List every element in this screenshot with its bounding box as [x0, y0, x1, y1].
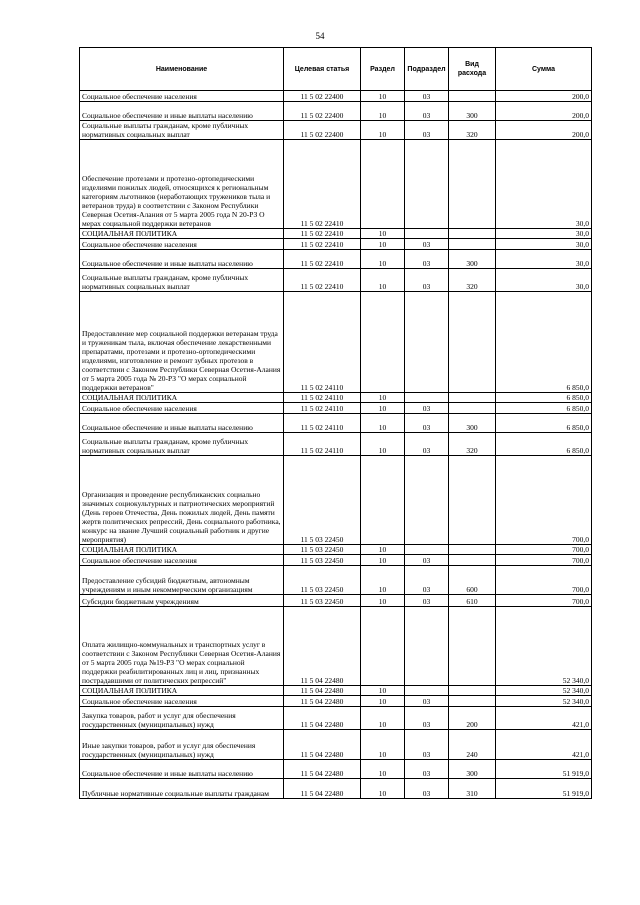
row-subsection: 03	[405, 414, 449, 433]
row-expense-type	[449, 403, 496, 414]
row-name: Социальные выплаты гражданам, кроме публичных нормативных социальных выплат	[80, 433, 284, 456]
row-target-article: 11 5 02 22400	[284, 91, 361, 102]
row-name: Публичные нормативные социальные выплаты гражданам	[80, 779, 284, 799]
row-section	[361, 456, 405, 545]
table-row	[80, 403, 592, 414]
row-name: Социальное обеспечение населения	[80, 555, 284, 566]
row-sum: 200,0	[496, 102, 592, 121]
row-subsection: 03	[405, 555, 449, 566]
row-sum: 6 850,0	[496, 433, 592, 456]
row-target-article: 11 5 03 22450	[284, 555, 361, 566]
row-name: Социальное обеспечение и иные выплаты населению	[80, 414, 284, 433]
row-section: 10	[361, 707, 405, 730]
row-section: 10	[361, 393, 405, 403]
row-section: 10	[361, 403, 405, 414]
row-sum: 30,0	[496, 269, 592, 292]
row-section: 10	[361, 433, 405, 456]
row-subsection: 03	[405, 779, 449, 799]
row-target-article: 11 5 03 22450	[284, 456, 361, 545]
row-expense-type: 300	[449, 250, 496, 269]
table-row	[80, 250, 592, 269]
row-subsection	[405, 607, 449, 686]
header-section: Раздел	[361, 48, 405, 91]
row-subsection	[405, 140, 449, 229]
table-row	[80, 607, 592, 686]
row-name: СОЦИАЛЬНАЯ ПОЛИТИКА	[80, 545, 284, 555]
table-row	[80, 730, 592, 760]
row-subsection: 03	[405, 121, 449, 140]
row-expense-type	[449, 229, 496, 239]
header-sum: Сумма	[496, 48, 592, 91]
table-row	[80, 456, 592, 545]
row-sum: 200,0	[496, 121, 592, 140]
row-sum: 700,0	[496, 595, 592, 607]
row-name: Социальное обеспечение населения	[80, 696, 284, 707]
row-sum: 52 340,0	[496, 696, 592, 707]
row-expense-type: 320	[449, 121, 496, 140]
row-expense-type	[449, 686, 496, 696]
row-target-article: 11 5 03 22450	[284, 595, 361, 607]
row-name: Социальное обеспечение населения	[80, 91, 284, 102]
row-section: 10	[361, 566, 405, 595]
table-row	[80, 707, 592, 730]
row-section	[361, 607, 405, 686]
row-subsection: 03	[405, 730, 449, 760]
row-target-article: 11 5 04 22480	[284, 696, 361, 707]
row-subsection: 03	[405, 91, 449, 102]
row-target-article: 11 5 02 22400	[284, 102, 361, 121]
row-sum: 700,0	[496, 566, 592, 595]
header-target-article: Целевая статья	[284, 48, 361, 91]
page-number: 54	[315, 31, 325, 41]
row-name: Субсидии бюджетным учреждениям	[80, 595, 284, 607]
row-name: Социальные выплаты гражданам, кроме публичных нормативных социальных выплат	[80, 121, 284, 140]
row-section: 10	[361, 91, 405, 102]
row-target-article: 11 5 02 24110	[284, 433, 361, 456]
row-name: СОЦИАЛЬНАЯ ПОЛИТИКА	[80, 229, 284, 239]
row-expense-type: 200	[449, 707, 496, 730]
row-section: 10	[361, 730, 405, 760]
row-name: Предоставление мер социальной поддержки ветеранам труда и труженикам тыла, включая обеспечение лекарственными препаратами, протезами и протезно-ортопедическими изделиями, изготовление и ремонт зубных протезов в соответствии с Законом Республики Северная Осетия-Алания от 5 марта 2005 года № 20-РЗ "О мерах социальной поддержки ветеранов"	[80, 292, 284, 393]
row-sum: 200,0	[496, 91, 592, 102]
row-target-article: 11 5 02 24110	[284, 393, 361, 403]
row-name: Социальное обеспечение населения	[80, 403, 284, 414]
row-sum: 421,0	[496, 707, 592, 730]
row-expense-type	[449, 545, 496, 555]
row-name: Организация и проведение республиканских социально значимых социокультурных и патриотических мероприятий (День героев Отечества, День пожилых людей, День памяти жертв политических репрессий, День социального работника, конкурс на звание Лучший социальный работник и другие мероприятия)	[80, 456, 284, 545]
row-name: Социальные выплаты гражданам, кроме публичных нормативных социальных выплат	[80, 269, 284, 292]
row-subsection: 03	[405, 433, 449, 456]
table-row	[80, 686, 592, 696]
row-subsection	[405, 393, 449, 403]
row-sum: 6 850,0	[496, 393, 592, 403]
row-sum: 6 850,0	[496, 414, 592, 433]
row-sum: 700,0	[496, 545, 592, 555]
row-section: 10	[361, 686, 405, 696]
table-row	[80, 269, 592, 292]
row-sum: 52 340,0	[496, 686, 592, 696]
row-expense-type: 600	[449, 566, 496, 595]
row-expense-type: 300	[449, 414, 496, 433]
row-subsection: 03	[405, 696, 449, 707]
row-subsection: 03	[405, 760, 449, 779]
row-target-article: 11 5 03 22450	[284, 545, 361, 555]
row-sum: 30,0	[496, 250, 592, 269]
row-section: 10	[361, 414, 405, 433]
row-section: 10	[361, 779, 405, 799]
row-section: 10	[361, 595, 405, 607]
row-target-article: 11 5 02 22410	[284, 140, 361, 229]
table-row	[80, 292, 592, 393]
row-expense-type: 300	[449, 760, 496, 779]
row-section: 10	[361, 545, 405, 555]
row-expense-type: 320	[449, 269, 496, 292]
table-row	[80, 239, 592, 250]
row-name: Социальное обеспечение населения	[80, 239, 284, 250]
row-target-article: 11 5 04 22480	[284, 607, 361, 686]
row-expense-type: 310	[449, 779, 496, 799]
table-row	[80, 102, 592, 121]
row-expense-type	[449, 456, 496, 545]
table-row	[80, 433, 592, 456]
row-subsection: 03	[405, 250, 449, 269]
row-target-article: 11 5 02 22400	[284, 121, 361, 140]
row-name: Закупка товаров, работ и услуг для обеспечения государственных (муниципальных) нужд	[80, 707, 284, 730]
table-row	[80, 555, 592, 566]
row-expense-type	[449, 292, 496, 393]
table-row	[80, 121, 592, 140]
row-subsection: 03	[405, 102, 449, 121]
row-section: 10	[361, 239, 405, 250]
row-sum: 30,0	[496, 239, 592, 250]
row-target-article: 11 5 02 22410	[284, 229, 361, 239]
row-section: 10	[361, 760, 405, 779]
row-target-article: 11 5 02 22410	[284, 250, 361, 269]
row-name: Предоставление субсидий бюджетным, автономным учреждениям и иным некоммерческим организациям	[80, 566, 284, 595]
row-target-article: 11 5 03 22450	[284, 566, 361, 595]
table-header-row	[80, 48, 592, 91]
row-target-article: 11 5 04 22480	[284, 730, 361, 760]
row-subsection: 03	[405, 707, 449, 730]
row-target-article: 11 5 02 22410	[284, 269, 361, 292]
budget-table	[79, 47, 592, 799]
row-section: 10	[361, 229, 405, 239]
row-section: 10	[361, 696, 405, 707]
row-target-article: 11 5 04 22480	[284, 686, 361, 696]
row-subsection	[405, 545, 449, 555]
row-subsection: 03	[405, 403, 449, 414]
header-subsection: Подраздел	[405, 48, 449, 91]
row-subsection: 03	[405, 566, 449, 595]
table-row	[80, 414, 592, 433]
row-section: 10	[361, 102, 405, 121]
row-expense-type: 610	[449, 595, 496, 607]
table-row	[80, 91, 592, 102]
row-section: 10	[361, 269, 405, 292]
row-sum: 30,0	[496, 140, 592, 229]
row-target-article: 11 5 04 22480	[284, 707, 361, 730]
row-subsection	[405, 229, 449, 239]
row-sum: 421,0	[496, 730, 592, 760]
row-sum: 6 850,0	[496, 292, 592, 393]
row-subsection	[405, 456, 449, 545]
row-sum: 51 919,0	[496, 779, 592, 799]
row-section	[361, 292, 405, 393]
row-section: 10	[361, 121, 405, 140]
row-expense-type	[449, 393, 496, 403]
row-sum: 51 919,0	[496, 760, 592, 779]
row-name: СОЦИАЛЬНАЯ ПОЛИТИКА	[80, 393, 284, 403]
table-row	[80, 779, 592, 799]
row-subsection	[405, 686, 449, 696]
row-name: Социальное обеспечение и иные выплаты населению	[80, 760, 284, 779]
row-subsection	[405, 292, 449, 393]
row-subsection: 03	[405, 595, 449, 607]
table-row	[80, 760, 592, 779]
header-expense-type: Вид расхода	[449, 48, 496, 91]
row-expense-type	[449, 607, 496, 686]
row-target-article: 11 5 02 22410	[284, 239, 361, 250]
row-section	[361, 140, 405, 229]
row-target-article: 11 5 02 24110	[284, 292, 361, 393]
row-name: Иные закупки товаров, работ и услуг для обеспечения государственных (муниципальных) нужд	[80, 730, 284, 760]
row-name: Оплата жилищно-коммунальных и транспортных услуг в соответствии с Законом Республики Северная Осетия-Алания от 5 марта 2005 года №19-РЗ "О мерах социальной поддержки реабилитированных лиц и лиц, признанных пострадавшими от политических репрессий"	[80, 607, 284, 686]
row-name: Социальное обеспечение и иные выплаты населению	[80, 102, 284, 121]
row-expense-type: 240	[449, 730, 496, 760]
row-sum: 700,0	[496, 555, 592, 566]
row-subsection: 03	[405, 269, 449, 292]
row-expense-type	[449, 239, 496, 250]
row-target-article: 11 5 02 24110	[284, 403, 361, 414]
row-target-article: 11 5 04 22480	[284, 779, 361, 799]
row-subsection: 03	[405, 239, 449, 250]
table-row	[80, 140, 592, 229]
header-name: Наименование	[80, 48, 284, 91]
table-row	[80, 696, 592, 707]
row-target-article: 11 5 02 24110	[284, 414, 361, 433]
row-expense-type	[449, 91, 496, 102]
row-sum: 6 850,0	[496, 403, 592, 414]
row-name: Социальное обеспечение и иные выплаты населению	[80, 250, 284, 269]
table-row	[80, 229, 592, 239]
table-row	[80, 595, 592, 607]
table-row	[80, 393, 592, 403]
row-sum: 30,0	[496, 229, 592, 239]
table-body	[80, 91, 592, 799]
table-row	[80, 566, 592, 595]
row-expense-type: 300	[449, 102, 496, 121]
row-name: СОЦИАЛЬНАЯ ПОЛИТИКА	[80, 686, 284, 696]
row-target-article: 11 5 04 22480	[284, 760, 361, 779]
row-name: Обеспечение протезами и протезно-ортопедическими изделиями пожилых людей, относящихся к региональным категориям льготников (неработающих тружеников тыла и ветеранов труда) в соответствии с Законом Республики Северная Осетия-Алания от 5 марта 2005 года N 20-РЗ О мерах социальной поддержки ветеранов	[80, 140, 284, 229]
row-section: 10	[361, 250, 405, 269]
row-expense-type: 320	[449, 433, 496, 456]
row-sum: 52 340,0	[496, 607, 592, 686]
row-section: 10	[361, 555, 405, 566]
table-row	[80, 545, 592, 555]
row-expense-type	[449, 555, 496, 566]
row-sum: 700,0	[496, 456, 592, 545]
row-expense-type	[449, 140, 496, 229]
row-expense-type	[449, 696, 496, 707]
